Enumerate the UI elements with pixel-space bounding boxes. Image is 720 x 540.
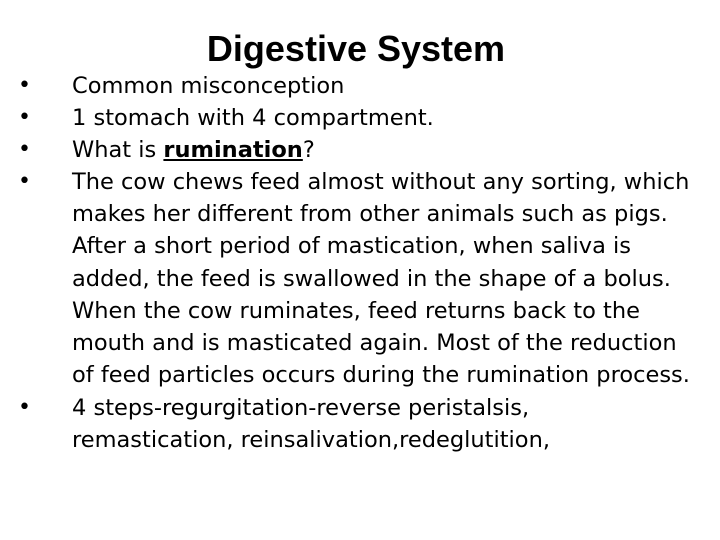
slide-title: Digestive System [206,28,506,69]
bullet-dot-icon: • [18,137,31,163]
bullet-dot-icon: • [18,394,31,420]
bullet-item [0,134,720,166]
bullet-text: The cow chews feed almost without any sorting, which makes her different from other animals such as pigs. After a short period of mastication, when saliva is added, the feed is swallowed in the shape of a bolus. When the cow ruminates, feed returns back to the mouth and is masticated again. Most of the reduction of feed particles occurs during the rumination process. [72,169,690,388]
bullet-dot-icon: • [18,169,31,195]
bullet-text: Common misconception [72,73,345,99]
bullet-text: What is [72,137,164,164]
bullet-item [0,70,720,102]
bullet-list [0,70,720,456]
bullet-item [0,166,720,391]
bullet-item [0,102,720,134]
rumination-emphasis: rumination [163,137,303,164]
bullet-dot-icon: • [18,105,31,131]
bullet-text: ? [302,137,315,164]
bullet-text: 1 stomach with 4 compartment. [72,105,434,132]
bullet-dot-icon: • [18,73,31,98]
bullet-text: 4 steps-regurgitation-reverse peristalsis, remastication, reinsalivation,redeglutition, [72,394,550,454]
bullet-item [0,392,720,456]
